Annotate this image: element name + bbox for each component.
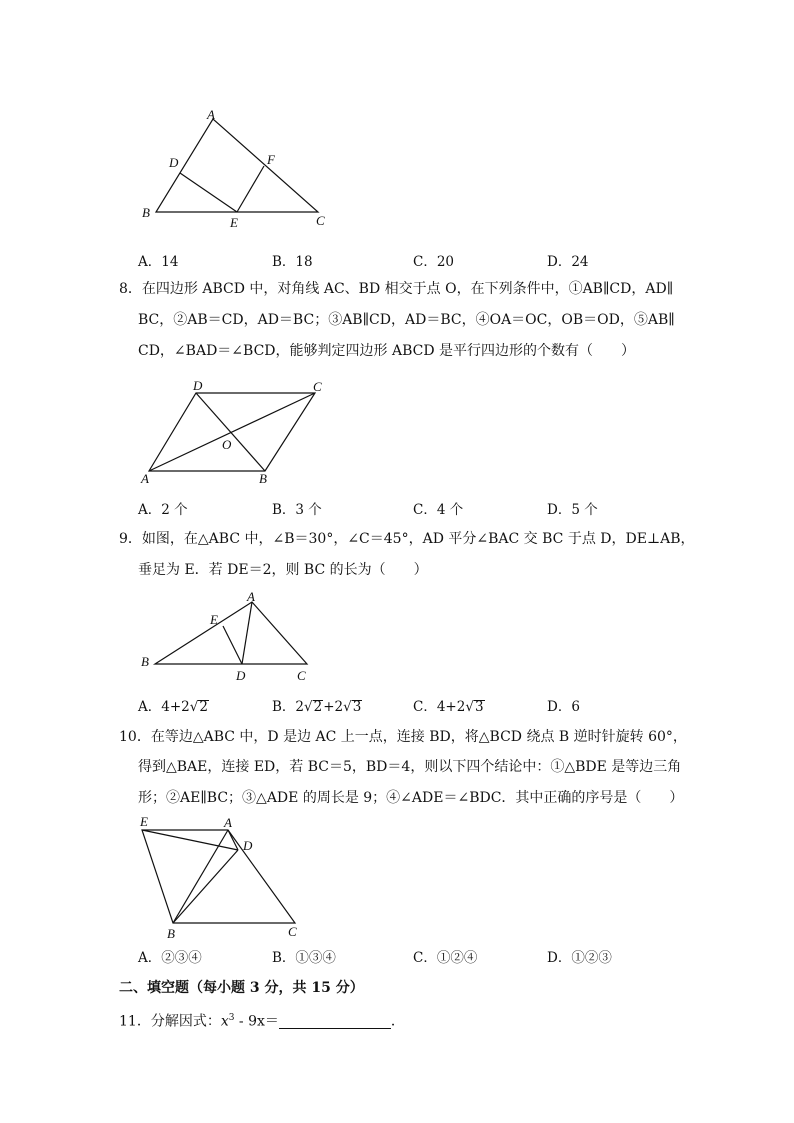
q9-option-c[interactable] [413,695,485,715]
q9-b-plus: +2 [323,699,344,715]
label-C: C [288,924,297,939]
sqrt-icon: √ [465,699,474,715]
sqrt-icon: √ [304,699,313,715]
label-D: D [193,378,203,393]
label-B: B [142,205,150,220]
label-B: B [259,471,267,486]
q8-text-line1: 8．在四边形 ABCD 中，对角线 AC、BD 相交于点 O，在下列条件中，①AB∥CD，AD∥ [119,281,674,297]
q9-c-prefix: C． [413,699,437,715]
section-heading: 二、填空题（每小题 3 分，共 15 分） [119,980,364,996]
label-B: B [141,654,149,669]
q9-b-radicand1: 2 [313,699,323,715]
q9-text-line2: 垂足为 E．若 DE＝2，则 BC 的长为（ ） [138,562,428,578]
q11-prefix: 11．分解因式： [119,1013,221,1030]
q11-var: x [220,1013,229,1030]
label-E: E [140,814,148,829]
q7-option-b[interactable]: B．18 [272,254,313,270]
q8-option-a[interactable]: A．2 个 [138,502,188,518]
q10-text-line2: 得到△BAE，连接 ED，若 BC＝5，BD＝4，则以下四个结论中：①△BDE 是等边三角 [138,759,682,775]
label-C: C [297,668,306,683]
q8-text-line2: BC，②AB＝CD，AD＝BC；③AB∥CD，AD＝BC，④OA＝OC，OB＝OD，⑤AB∥ [138,312,675,328]
q9-a-radicand: 2 [199,699,208,715]
label-C: C [313,379,322,394]
answer-blank[interactable] [279,1014,391,1029]
q10-option-b[interactable]: B．①③④ [272,950,336,966]
q9-c-int: 4+2 [436,699,466,715]
q11-exp: 3 [228,1013,235,1023]
label-A: A [247,590,255,604]
label-D: D [169,155,179,170]
q10-text-line1: 10．在等边△ABC 中，D 是边 AC 上一点，连接 BD，将△BCD 绕点 B 逆时针旋转 60°， [119,729,687,745]
q11-text [119,1008,405,1032]
label-A: A [224,815,232,830]
label-A: A [207,107,215,122]
triangle-figure-q7 [135,105,335,235]
q9-option-a[interactable] [138,695,209,715]
label-A: A [141,471,149,486]
triangle-figure-q9 [135,590,325,685]
label-O: O [222,437,232,452]
label-E: E [210,612,218,627]
q7-option-a[interactable]: A．14 [138,254,179,270]
parallelogram-figure-q8 [135,375,345,490]
sqrt-icon: √ [189,699,199,715]
q10-option-a[interactable]: A．②③④ [138,950,202,966]
q11-end: ． [390,1013,405,1030]
q7-option-d[interactable]: D．24 [547,254,589,270]
equilateral-figure-q10 [135,812,310,942]
q10-option-c[interactable]: C．①②④ [413,950,478,966]
q8-option-d[interactable]: D．5 个 [547,502,598,518]
q8-option-c[interactable]: C．4 个 [413,502,464,518]
label-B: B [167,926,175,941]
q10-text-line3: 形；②AE∥BC；③△ADE 的周长是 9；④∠ADE＝∠BDC．其中正确的序号是（ ） [138,790,684,806]
q9-b-prefix: B． [272,699,296,715]
q9-b-c1: 2 [295,699,305,715]
q9-b-radicand2: 3 [352,699,362,715]
q9-a-int: 4+2 [161,699,190,715]
q7-option-c[interactable]: C．20 [413,254,455,270]
q10-option-d[interactable]: D．①②③ [547,950,612,966]
q9-option-b[interactable] [272,695,362,715]
label-D: D [236,668,246,683]
q9-a-prefix: A． [138,699,162,715]
q9-c-radicand: 3 [474,699,484,715]
q9-option-d[interactable]: D．6 [547,699,580,715]
q11-rest: - 9x＝ [234,1013,279,1030]
label-D: D [243,838,253,853]
label-F: F [267,152,275,167]
label-C: C [316,213,325,228]
q8-text-line3: CD，∠BAD＝∠BCD，能够判定四边形 ABCD 是平行四边形的个数有（ ） [138,343,635,359]
q8-option-b[interactable]: B．3 个 [272,502,322,518]
sqrt-icon: √ [343,699,352,715]
q9-text-line1: 9．如图，在△ABC 中，∠B＝30°，∠C＝45°，AD 平分∠BAC 交 BC 于点 D，DE⊥AB， [119,531,695,547]
label-E: E [230,215,238,230]
